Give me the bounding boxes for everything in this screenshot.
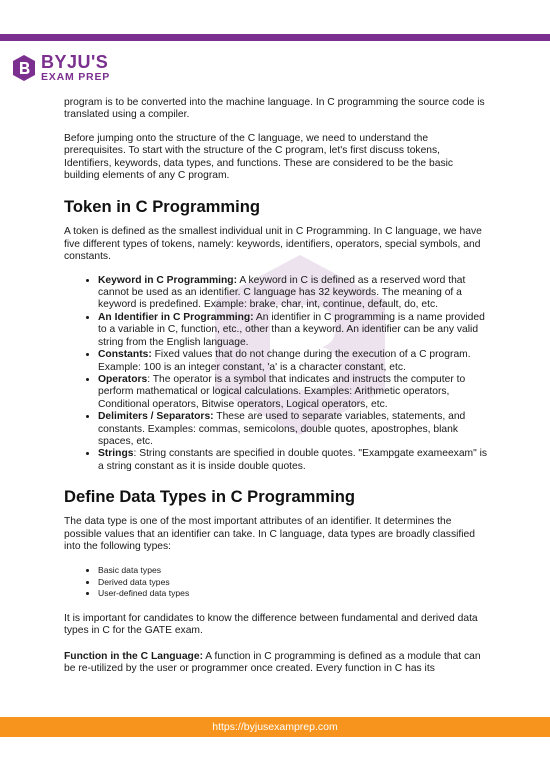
brand-name: BYJU'S — [41, 52, 109, 72]
list-item-term: Keyword in C Programming: — [98, 274, 238, 286]
list-item: • User-defined data types — [98, 588, 490, 600]
list-item — [98, 448, 490, 473]
paragraph-data-types: The data type is one of the most important attributes of an identifier. It determines the possible values that an identifier can take. In C language, data types are broadly classified into the following types: — [64, 516, 475, 552]
list-item — [98, 374, 490, 411]
list-item — [98, 275, 490, 312]
brand-subtitle: EXAM PREP — [41, 71, 111, 83]
paragraph-function — [64, 651, 490, 676]
heading-data-types: Define Data Types in C Programming — [64, 487, 356, 507]
paragraph-prerequisites: Before jumping onto the structure of the C language, we need to understand the prerequisites. To start with the structure of the C program, let's first discuss tokens, Identifiers, keywords, data types, and functions. These are considered to be the basic building elements of any C program. — [64, 132, 454, 182]
page-content — [64, 97, 490, 676]
list-item-text: These are used to separate variables, statements, and constants. Examples: commas, semicolons, double quotes, apostrophes, blank spaces, etc. — [98, 411, 466, 447]
list-item-text: : String constants are specified in double quotes. "Exampgate exameexam" is a string constant as it is inside double quotes. — [98, 448, 488, 472]
list-item-term: An Identifier in C Programming: — [98, 311, 254, 323]
function-text: A function in C programming is defined as a module that can be re-utilized by the user or programmer once created. Every function in C has its — [64, 650, 481, 675]
list-item-text: : The operator is a symbol that indicates and instructs the computer to perform mathematical or logical calculations. Examples: Arithmetic operators, Conditional operators, Bitwise operators, Logical operators, etc. — [98, 373, 466, 410]
brand-logo — [12, 53, 110, 83]
brand-logo-icon — [12, 54, 36, 82]
list-item-term: Operators — [98, 373, 148, 385]
list-item-text: Fixed values that do not change during the execution of a C program. Example: 100 is an integer constant, 'a' is a character constant, etc. — [98, 349, 471, 373]
list-item-text: An identifier in C programming is a name provided to a variable in C, function, etc., other than a keyword. An identifier can be any valid string from the English language. — [98, 311, 485, 348]
paragraph-intro: program is to be converted into the machine language. In C programming the source code is translated using a compiler. — [64, 97, 485, 121]
footer-link[interactable]: https://byjusexamprep.com — [212, 721, 338, 733]
heading-token: Token in C Programming — [64, 197, 261, 217]
paragraph-token: A token is defined as the smallest individual unit in C Programming. In C language, we have five different types of tokens, namely: keywords, identifiers, operators, special symbols, and constants. — [64, 226, 482, 263]
token-list — [64, 275, 490, 474]
list-item: • Derived data types — [98, 577, 490, 589]
list-item-term: Strings — [98, 448, 134, 460]
list-item-term: Delimiters / Separators: — [98, 411, 214, 423]
function-term: Function in the C Language: — [64, 650, 203, 662]
data-type-list — [64, 565, 490, 600]
list-item: • Basic data types — [98, 565, 490, 577]
footer-bar — [0, 717, 550, 737]
list-item — [98, 312, 490, 349]
header-bar — [0, 34, 550, 41]
list-item-text: A keyword in C is defined as a reserved word that cannot be used as an identifier. C language has 32 keywords. The meaning of a keyword is predefined. Example: brake, char, int, continue, default, do, etc. — [98, 274, 466, 311]
list-item — [98, 411, 490, 448]
list-item-term: Constants: — [98, 349, 152, 361]
list-item — [98, 349, 490, 374]
paragraph-gate-note: It is important for candidates to know the difference between fundamental and derived data types in C for the GATE exam. — [64, 612, 478, 637]
